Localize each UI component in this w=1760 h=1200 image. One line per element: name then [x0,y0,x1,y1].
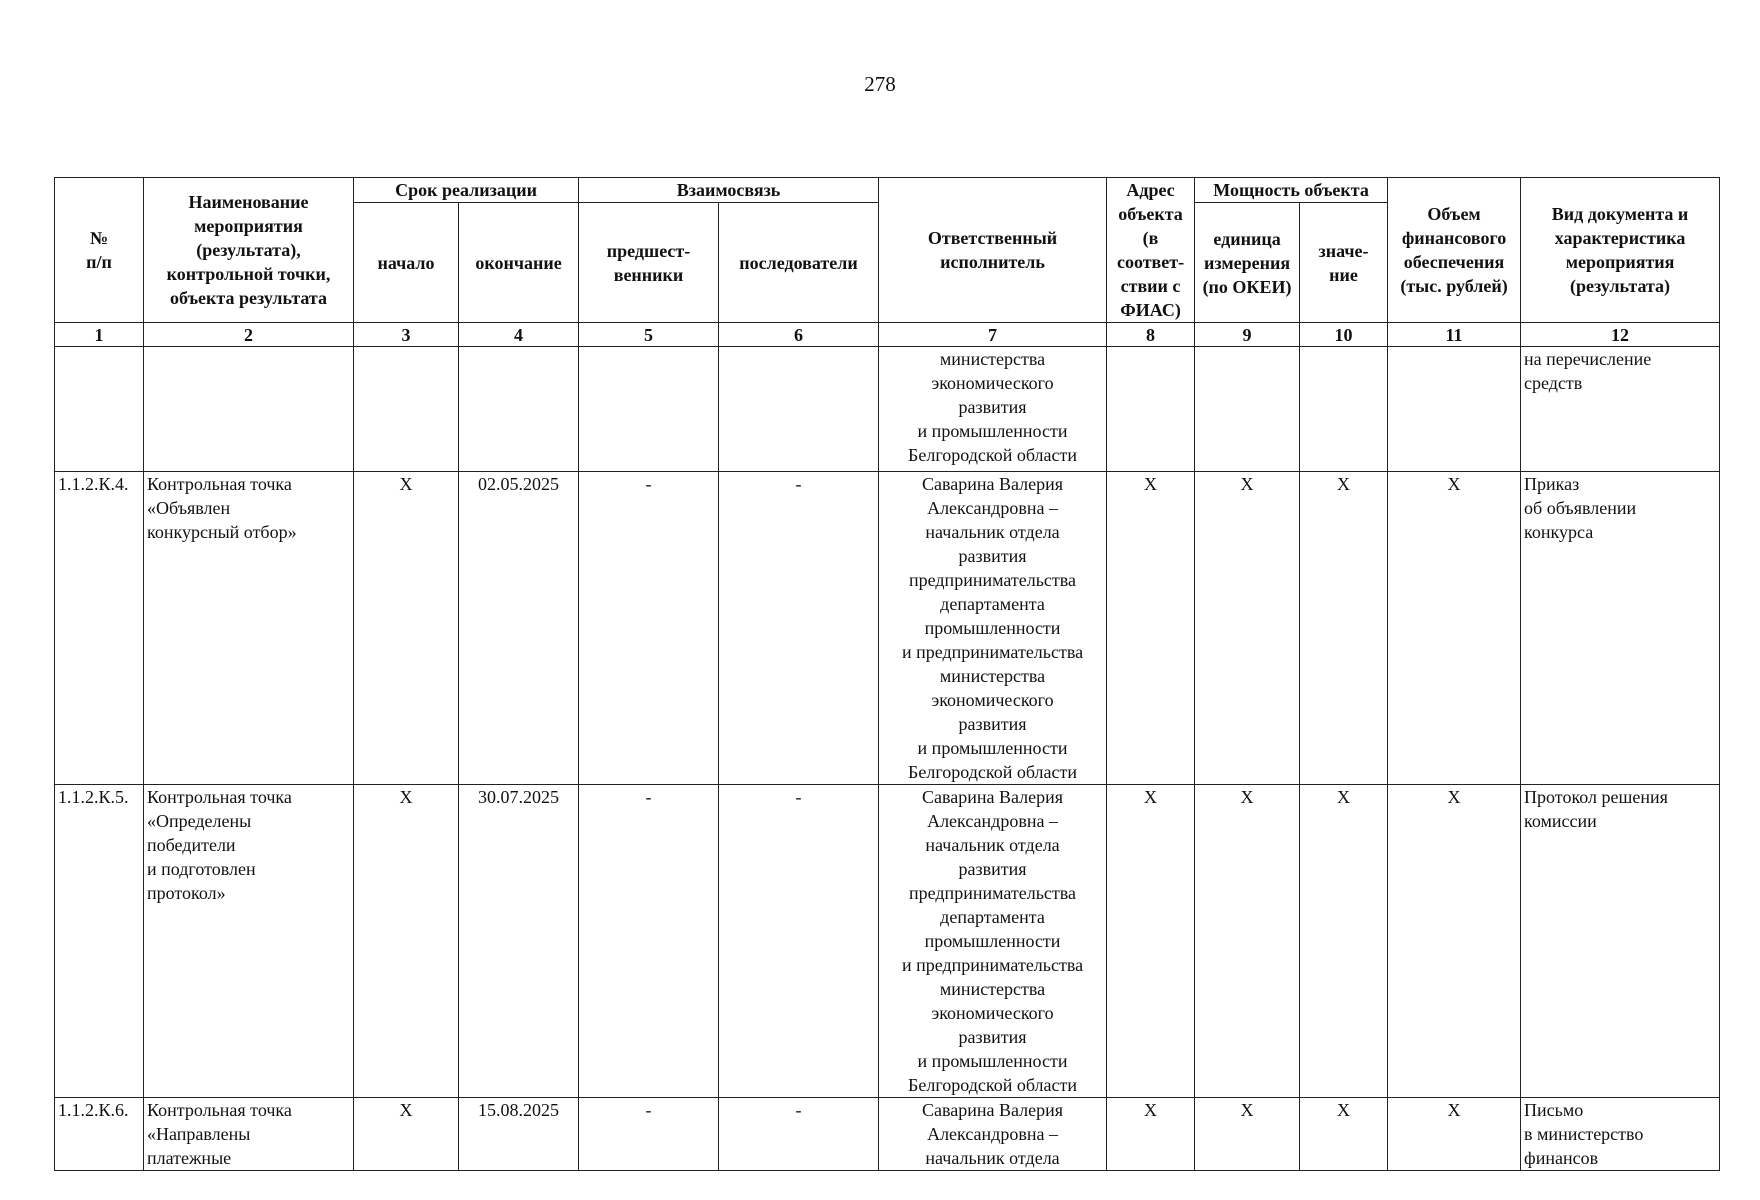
row-predecessors: - [579,472,719,785]
table-row [55,347,1720,472]
activity-plan-table [54,177,1720,1171]
header-power-group: Мощность объекта [1195,178,1388,203]
header-successors: последователи [719,203,879,323]
column-number: 11 [1388,323,1521,347]
row-successors: - [719,785,879,1098]
row-successors [719,347,879,472]
row-value: X [1300,785,1388,1098]
column-number: 10 [1300,323,1388,347]
column-number: 7 [879,323,1107,347]
table-header [55,178,1720,347]
row-name: Контрольная точка «Определены победители и подготовлен протокол» [144,785,354,1098]
header-predecessors: предшест- венники [579,203,719,323]
row-start: X [354,472,459,785]
row-address [1107,347,1195,472]
row-address: X [1107,785,1195,1098]
column-number: 6 [719,323,879,347]
row-responsible: Саварина Валерия Александровна – начальник отдела развития предпринимательства департамента промышленности и предпринимательства министерства экономического развития и промышленности Белгородской области [879,472,1107,785]
row-predecessors: - [579,1098,719,1171]
row-predecessors [579,347,719,472]
column-number-row [55,323,1720,347]
column-number: 9 [1195,323,1300,347]
column-number: 5 [579,323,719,347]
table-row [55,1098,1720,1171]
row-start: X [354,785,459,1098]
row-end [459,347,579,472]
row-address: X [1107,472,1195,785]
column-number: 2 [144,323,354,347]
row-unit: X [1195,472,1300,785]
row-financing: X [1388,1098,1521,1171]
row-name: Контрольная точка «Объявлен конкурсный отбор» [144,472,354,785]
column-number: 4 [459,323,579,347]
row-start: X [354,1098,459,1171]
header-value: значе- ние [1300,203,1388,323]
header-responsible: Ответственный исполнитель [879,178,1107,323]
header-name: Наименование мероприятия (результата), контрольной точки, объекта результата [144,178,354,323]
row-name [144,347,354,472]
header-link-group: Взаимосвязь [579,178,879,203]
table-row [55,472,1720,785]
row-financing: X [1388,472,1521,785]
row-predecessors: - [579,785,719,1098]
column-number: 3 [354,323,459,347]
row-financing [1388,347,1521,472]
row-document: Приказ об объявлении конкурса [1521,472,1720,785]
row-responsible: Саварина Валерия Александровна – начальник отдела развития предпринимательства департамента промышленности и предпринимательства министерства экономического развития и промышленности Белгородской области [879,785,1107,1098]
header-address: Адрес объекта (в соответ-ствии с ФИАС) [1107,178,1195,323]
row-responsible: Саварина Валерия Александровна – начальник отдела [879,1098,1107,1171]
header-number: № п/п [55,178,144,323]
column-number: 1 [55,323,144,347]
row-number: 1.1.2.К.5. [55,785,144,1098]
header-start: начало [354,203,459,323]
header-financing: Объем финансового обеспечения (тыс. рублей) [1388,178,1521,323]
row-start [354,347,459,472]
row-unit: X [1195,785,1300,1098]
header-document: Вид документа и характеристика мероприятия (результата) [1521,178,1720,323]
page-number: 278 [864,72,896,96]
header-unit: единица измерения (по ОКЕИ) [1195,203,1300,323]
row-value: X [1300,472,1388,785]
row-document: Протокол решения комиссии [1521,785,1720,1098]
row-number: 1.1.2.К.6. [55,1098,144,1171]
row-value: X [1300,1098,1388,1171]
row-document: Письмо в министерство финансов [1521,1098,1720,1171]
column-number: 12 [1521,323,1720,347]
row-end: 15.08.2025 [459,1098,579,1171]
row-successors: - [719,472,879,785]
row-end: 02.05.2025 [459,472,579,785]
row-value [1300,347,1388,472]
row-number: 1.1.2.К.4. [55,472,144,785]
row-document: на перечисление средств [1521,347,1720,472]
row-unit: X [1195,1098,1300,1171]
row-successors: - [719,1098,879,1171]
row-address: X [1107,1098,1195,1171]
table-row [55,785,1720,1098]
row-end: 30.07.2025 [459,785,579,1098]
header-end: окончание [459,203,579,323]
row-number [55,347,144,472]
header-term-group: Срок реализации [354,178,579,203]
row-responsible: министерства экономического развития и промышленности Белгородской области [879,347,1107,472]
column-number: 8 [1107,323,1195,347]
row-unit [1195,347,1300,472]
row-name: Контрольная точка «Направлены платежные [144,1098,354,1171]
table-body [55,347,1720,1171]
row-financing: X [1388,785,1521,1098]
